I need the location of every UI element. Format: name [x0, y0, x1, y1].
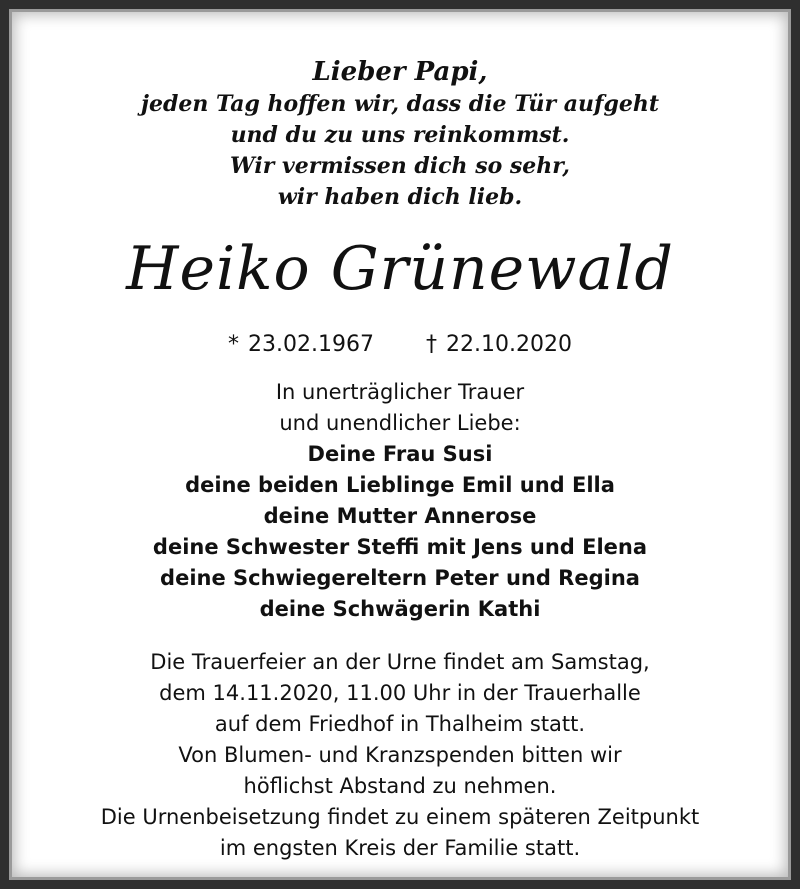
obituary-content [29, 9, 771, 864]
mourner-entry: deine Mutter Annerose [263, 504, 537, 528]
mourner-entry: deine beiden Lieblinge Emil und Ella [185, 473, 615, 497]
life-dates [29, 331, 771, 359]
mourner-entry: deine Schwiegereltern Peter und Regina [160, 566, 640, 590]
poem-line: Wir vermissen dich so sehr, [230, 153, 570, 179]
poem-line: und du zu uns reinkommst. [230, 122, 570, 148]
deceased-name: Heiko Grünewald [126, 234, 674, 304]
notice-line: im engsten Kreis der Familie statt. [219, 836, 581, 860]
funeral-notice [29, 647, 771, 864]
mourner-entry: Deine Frau Susi [307, 442, 493, 466]
poem-line: jeden Tag hoffen wir, dass die Tür aufgeht [141, 91, 659, 117]
notice-line: höflichst Abstand zu nehmen. [243, 774, 557, 798]
notice-line: dem 14.11.2020, 11.00 Uhr in der Trauerhalle [159, 681, 641, 705]
poem-line: Lieber Papi, [312, 57, 488, 87]
poem-line: wir haben dich lieb. [277, 184, 523, 210]
dedication-poem [29, 55, 771, 213]
mourners-list [29, 377, 771, 625]
notice-line: auf dem Friedhof in Thalheim statt. [214, 712, 586, 736]
death-date: † 22.10.2020 [426, 332, 572, 357]
mourners-intro: In unerträglicher Trauer [275, 380, 525, 404]
notice-line: Von Blumen- und Kranzspenden bitten wir [178, 743, 622, 767]
notice-line: Die Trauerfeier an der Urne findet am Samstag, [150, 650, 650, 674]
birth-date: * 23.02.1967 [228, 332, 374, 357]
mourner-entry: deine Schwägerin Kathi [259, 597, 541, 621]
mourners-intro: und unendlicher Liebe: [279, 411, 521, 435]
mourner-entry: deine Schwester Steffi mit Jens und Elena [152, 535, 648, 559]
notice-line: Die Urnenbeisetzung findet zu einem späteren Zeitpunkt [100, 805, 700, 829]
